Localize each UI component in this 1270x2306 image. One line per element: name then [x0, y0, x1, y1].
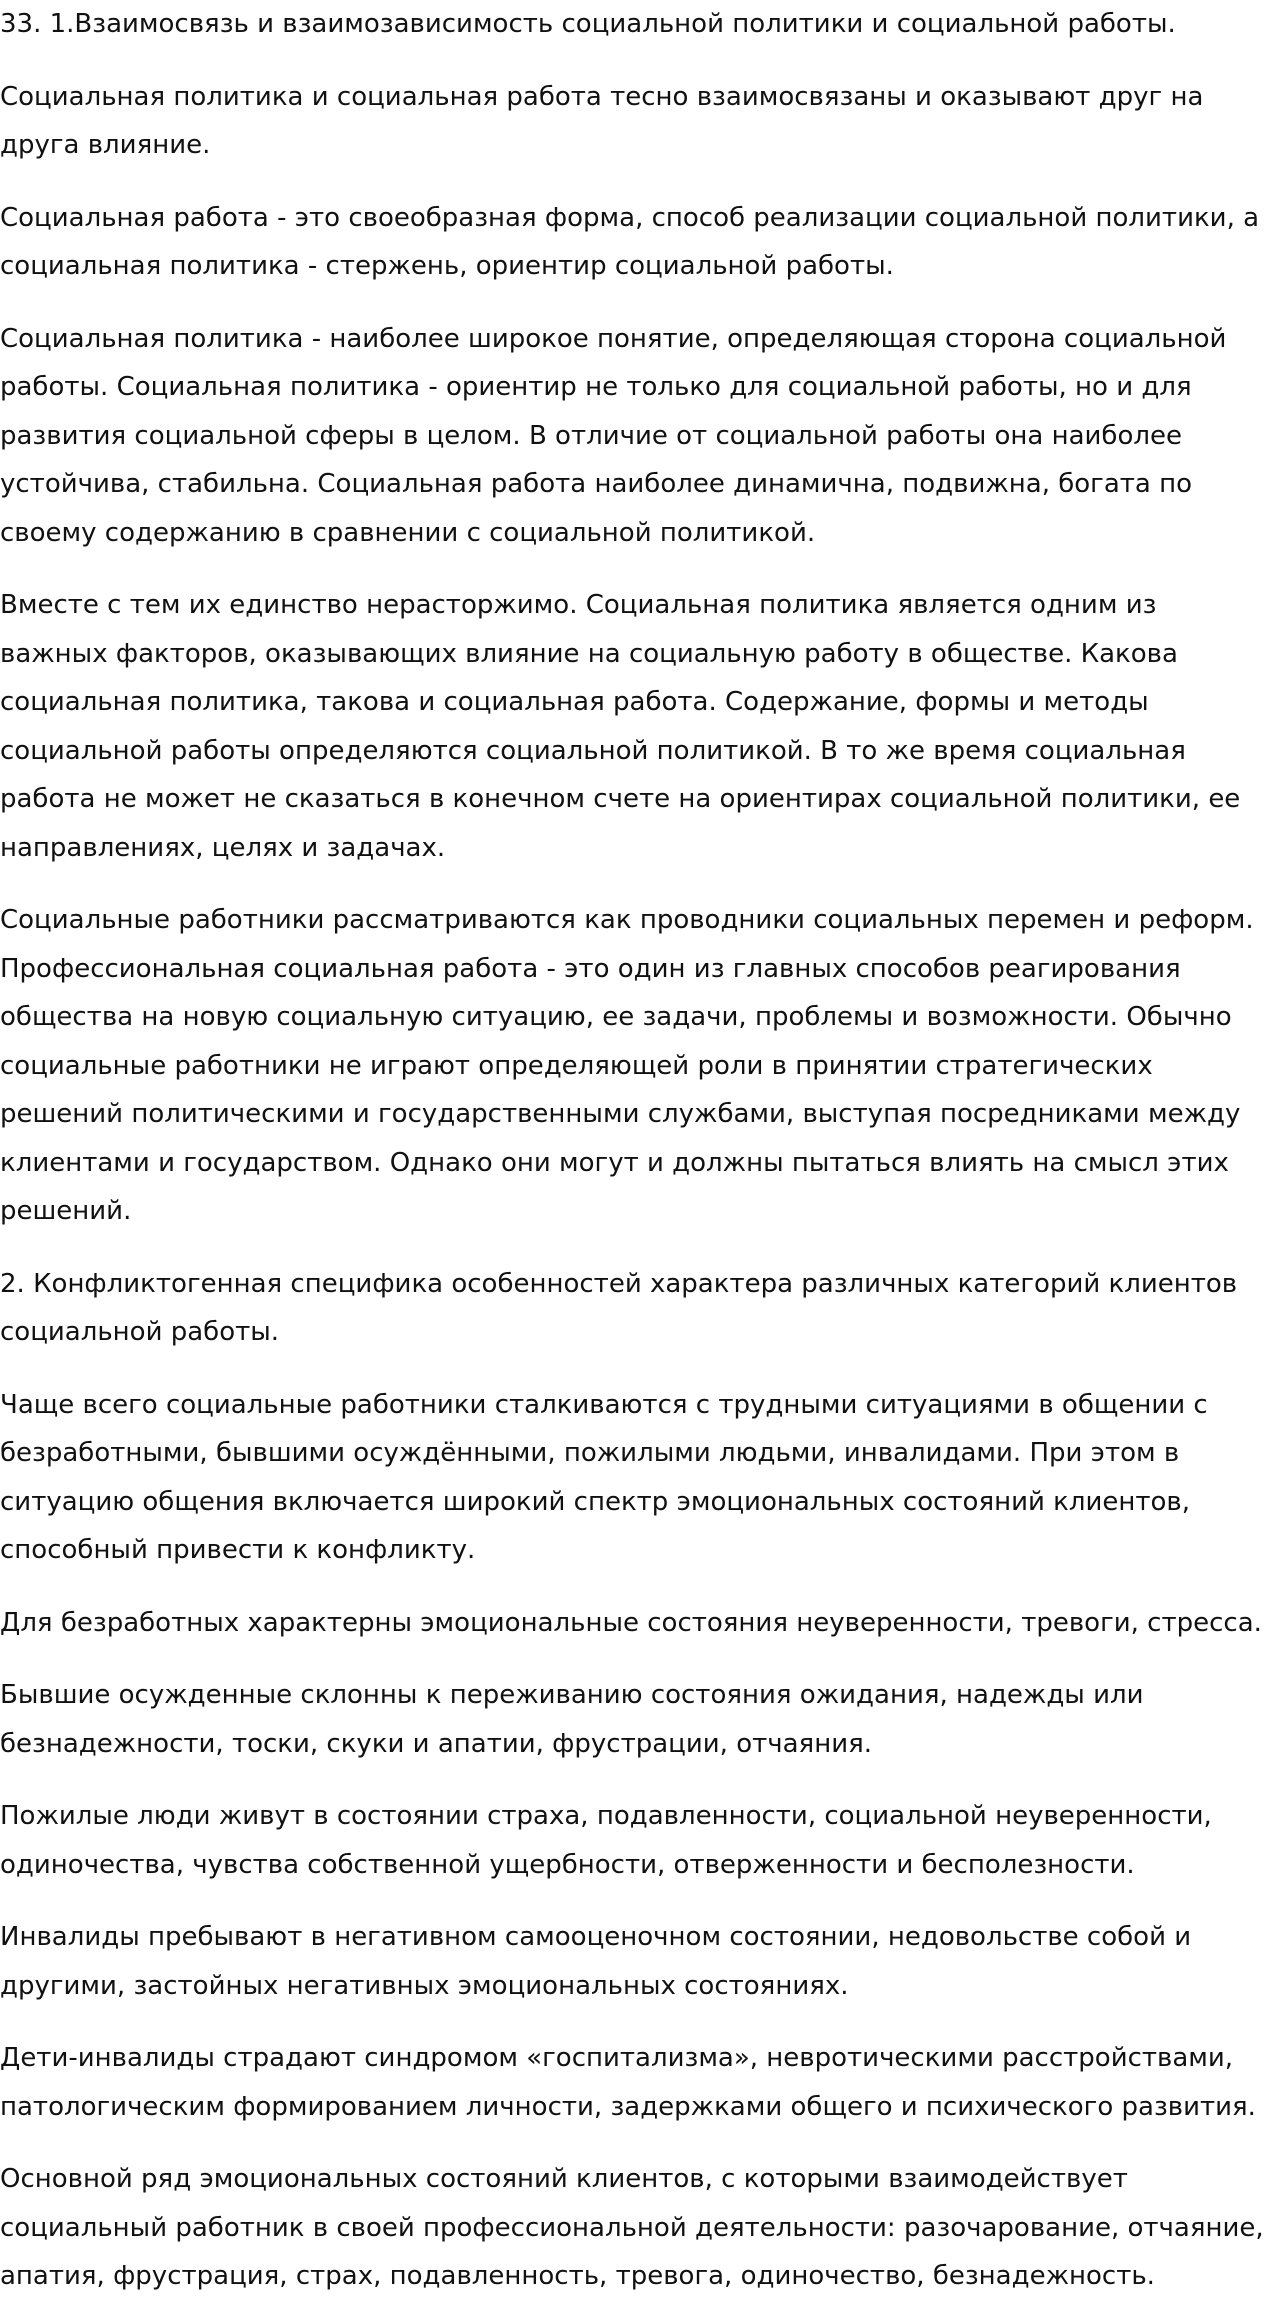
paragraph-heading-2: 2. Конфликтогенная специфика особенностей характера различных категорий клиентов социальной работы.: [0, 1268, 1238, 1347]
paragraph: Пожилые люди живут в состоянии страха, подавленности, социальной неуверенности, одиночества, чувства собственной ущербности, отверженности и бесполезности.: [0, 1801, 1212, 1880]
paragraph-heading-1: 33. 1.Взаимосвязь и взаимозависимость социальной политики и социальной работы.: [0, 9, 1176, 39]
paragraph: Основной ряд эмоциональных состояний клиентов, с которыми взаимодействует социальный работник в своей профессиональной деятельности: разочарование, отчаяние, апатия, фрустрация, страх, подавленность, тревога, одиночество, безнадежность.: [0, 2164, 1264, 2291]
paragraph: Дети-инвалиды страдают синдромом «госпитализма», невротическими расстройствами, патологическим формированием личности, задержками общего и психического развития.: [0, 2043, 1256, 2122]
paragraph: Бывшие осужденные склонны к переживанию состояния ожидания, надежды или безнадежности, тоски, скуки и апатии, фрустрации, отчаяния.: [0, 1680, 1144, 1759]
paragraph: Вместе с тем их единство нерасторжимо. Социальная политика является одним из важных факторов, оказывающих влияние на социальную работу в обществе. Какова социальная политика, такова и социальная работа. Содержание, формы и методы социальной работы определяются социальной политикой. В то же время социальная работа не может не сказаться в конечном счете на ориентирах социальной политики, ее направлениях, целях и задачах.: [0, 590, 1241, 863]
paragraph: Чаще всего социальные работники сталкиваются с трудными ситуациями в общении с безработными, бывшими осуждёнными, пожилыми людьми, инвалидами. При этом в ситуацию общения включается широкий спектр эмоциональных состояний клиентов, способный привести к конфликту.: [0, 1389, 1208, 1565]
paragraph: Инвалиды пребывают в негативном самооценочном состоянии, недовольстве собой и другими, застойных негативных эмоциональных состояниях.: [0, 1922, 1192, 2001]
paragraph: Социальная работа - это своеобразная форма, способ реализации социальной политики, а социальная политика - стержень, ориентир социальной работы.: [0, 202, 1260, 281]
paragraph: Для безработных характерны эмоциональные состояния неуверенности, тревоги, стресса.: [0, 1607, 1262, 1638]
paragraph: Социальные работники рассматриваются как проводники социальных перемен и реформ. Профессиональная социальная работа - это один из главных способов реагирования общества на новую социальную ситуацию, ее задачи, проблемы и возможности. Обычно социальные работники не играют определяющей роли в принятии стратегических решений политическими и государственными службами, выступая посредниками между клиентами и государством. Однако они могут и должны пытаться влиять на смысл этих решений.: [0, 905, 1254, 1226]
paragraph: Социальная политика - наиболее широкое понятие, определяющая сторона социальной работы. Социальная политика - ориентир не только для социальной работы, но и для развития социальной сферы в целом. В отличие от социальной работы она наиболее устойчива, стабильна. Социальная работа наиболее динамична, подвижна, богата по своему содержанию в сравнении с социальной политикой.: [0, 323, 1227, 548]
paragraph: Социальная политика и социальная работа тесно взаимосвязаны и оказывают друг на друга влияние.: [0, 81, 1204, 160]
